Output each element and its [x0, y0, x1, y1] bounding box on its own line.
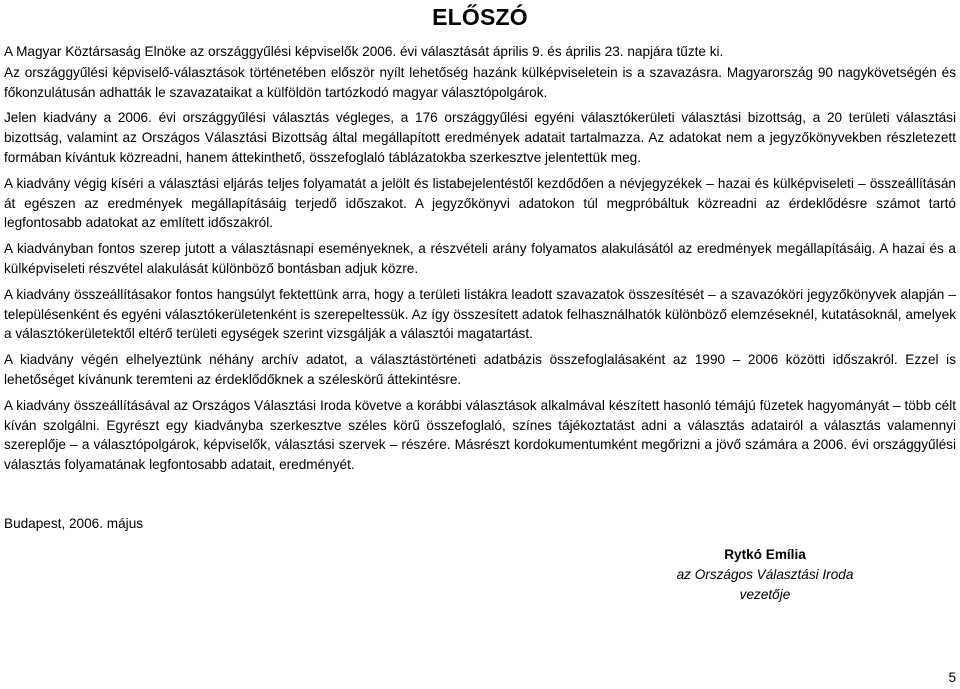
signature-name: Rytkó Emília [724, 547, 806, 562]
signature-role-line2: vezetője [739, 586, 791, 602]
paragraph-4: A kiadvány végig kíséri a választási eljárás teljes folyamatát a jelölt és listabejelentéstől kezdődően a névjegyzékek – hazai és külképviseleti – összeállításán át egészen az eredmények megállapításáig terjedő időszakot. A jegyzőkönyvi adatokon túl megpróbáltuk közreadni az érdeklődésre számot tartó legfontosabb adatokat az említett időszakról. [4, 175, 956, 231]
place-date: Budapest, 2006. május [4, 516, 144, 531]
paragraph-8: A kiadvány összeállításával az Országos Választási Iroda követve a korábbi választások alkalmával készített hasonló témájú füzetek hagyományát – több célt kíván szolgálni. Egyrészt egy kiadványba szerkesztve széles körű összefoglaló, színes tájékoztatást adni a választás adatairól a választás valamennyi szereplője – a választópolgárok, képviselők, választási szervek – részére. Másrészt kordokumentumként megőrizni a jövő számára a 2006. évi országgyűlési választás folyamatának legfontosabb adatait, eredményét. [4, 397, 956, 473]
paragraph-5: A kiadványban fontos szerep jutott a választásnapi eseményeknek, a részvételi arány folyamatos alakulásától az eredmények megállapításáig. A hazai és a külképviseleti részvétel alakulását különböző bontásban adjuk közre. [4, 241, 956, 276]
page-number: 5 [948, 670, 956, 685]
paragraph-6: A kiadvány összeállításakor fontos hangsúlyt fektettünk arra, hogy a területi listákra leadott szavazatok összesítését – a szavazóköri jegyzőkönyvek alapján – településenként és egyéni választókerületenként is szerepeltessük. Az így összesített adatok felhasználhatók különböző elemzéseknél, kutatásoknál, amelyek a választókerületektől eltérő területi egységek szerint vizsgálják a választói magatartást. [4, 286, 956, 342]
paragraph-3: Jelen kiadvány a 2006. évi országgyűlési választás végleges, a 176 országgyűlési egyéni választókerületi választási bizottság, a 20 területi választási bizottság, valamint az Országos Választási Bizottság által megállapított eredmények adatait tartalmazza. Az adatokat nem a jegyzőkönyvekben részletezett formában kívántuk közreadni, hanem áttekinthető, összefoglaló táblázatokba szerkesztve jelentettük meg. [4, 110, 956, 165]
paragraph-1: A Magyar Köztársaság Elnöke az országgyűlési képviselők 2006. évi választását április 9. és április 23. napjára tűzte ki. [4, 44, 724, 59]
body-text [4, 42, 956, 481]
page-title: ELŐSZÓ [432, 4, 528, 30]
signature-block [620, 545, 910, 604]
paragraph-7: A kiadvány végén elhelyeztünk néhány archív adatot, a választástörténeti adatbázis összefoglalásaként az 1990 – 2006 közötti időszakról. Ezzel is lehetőséget kívánunk teremteni az érdeklődőknek a széleskörű áttekintésre. [4, 352, 956, 387]
paragraph-2: Az országgyűlési képviselő-választások történetében először nyílt lehetőség hazánk külképviseletein is a szavazásra. Magyarország 90 nagykövetségén és főkonzulátusán adhatták le szavazataikat a külföldön tartózkodó magyar választópolgárok. [4, 64, 956, 100]
signature-role-line1: az Országos Választási Iroda [676, 566, 854, 582]
